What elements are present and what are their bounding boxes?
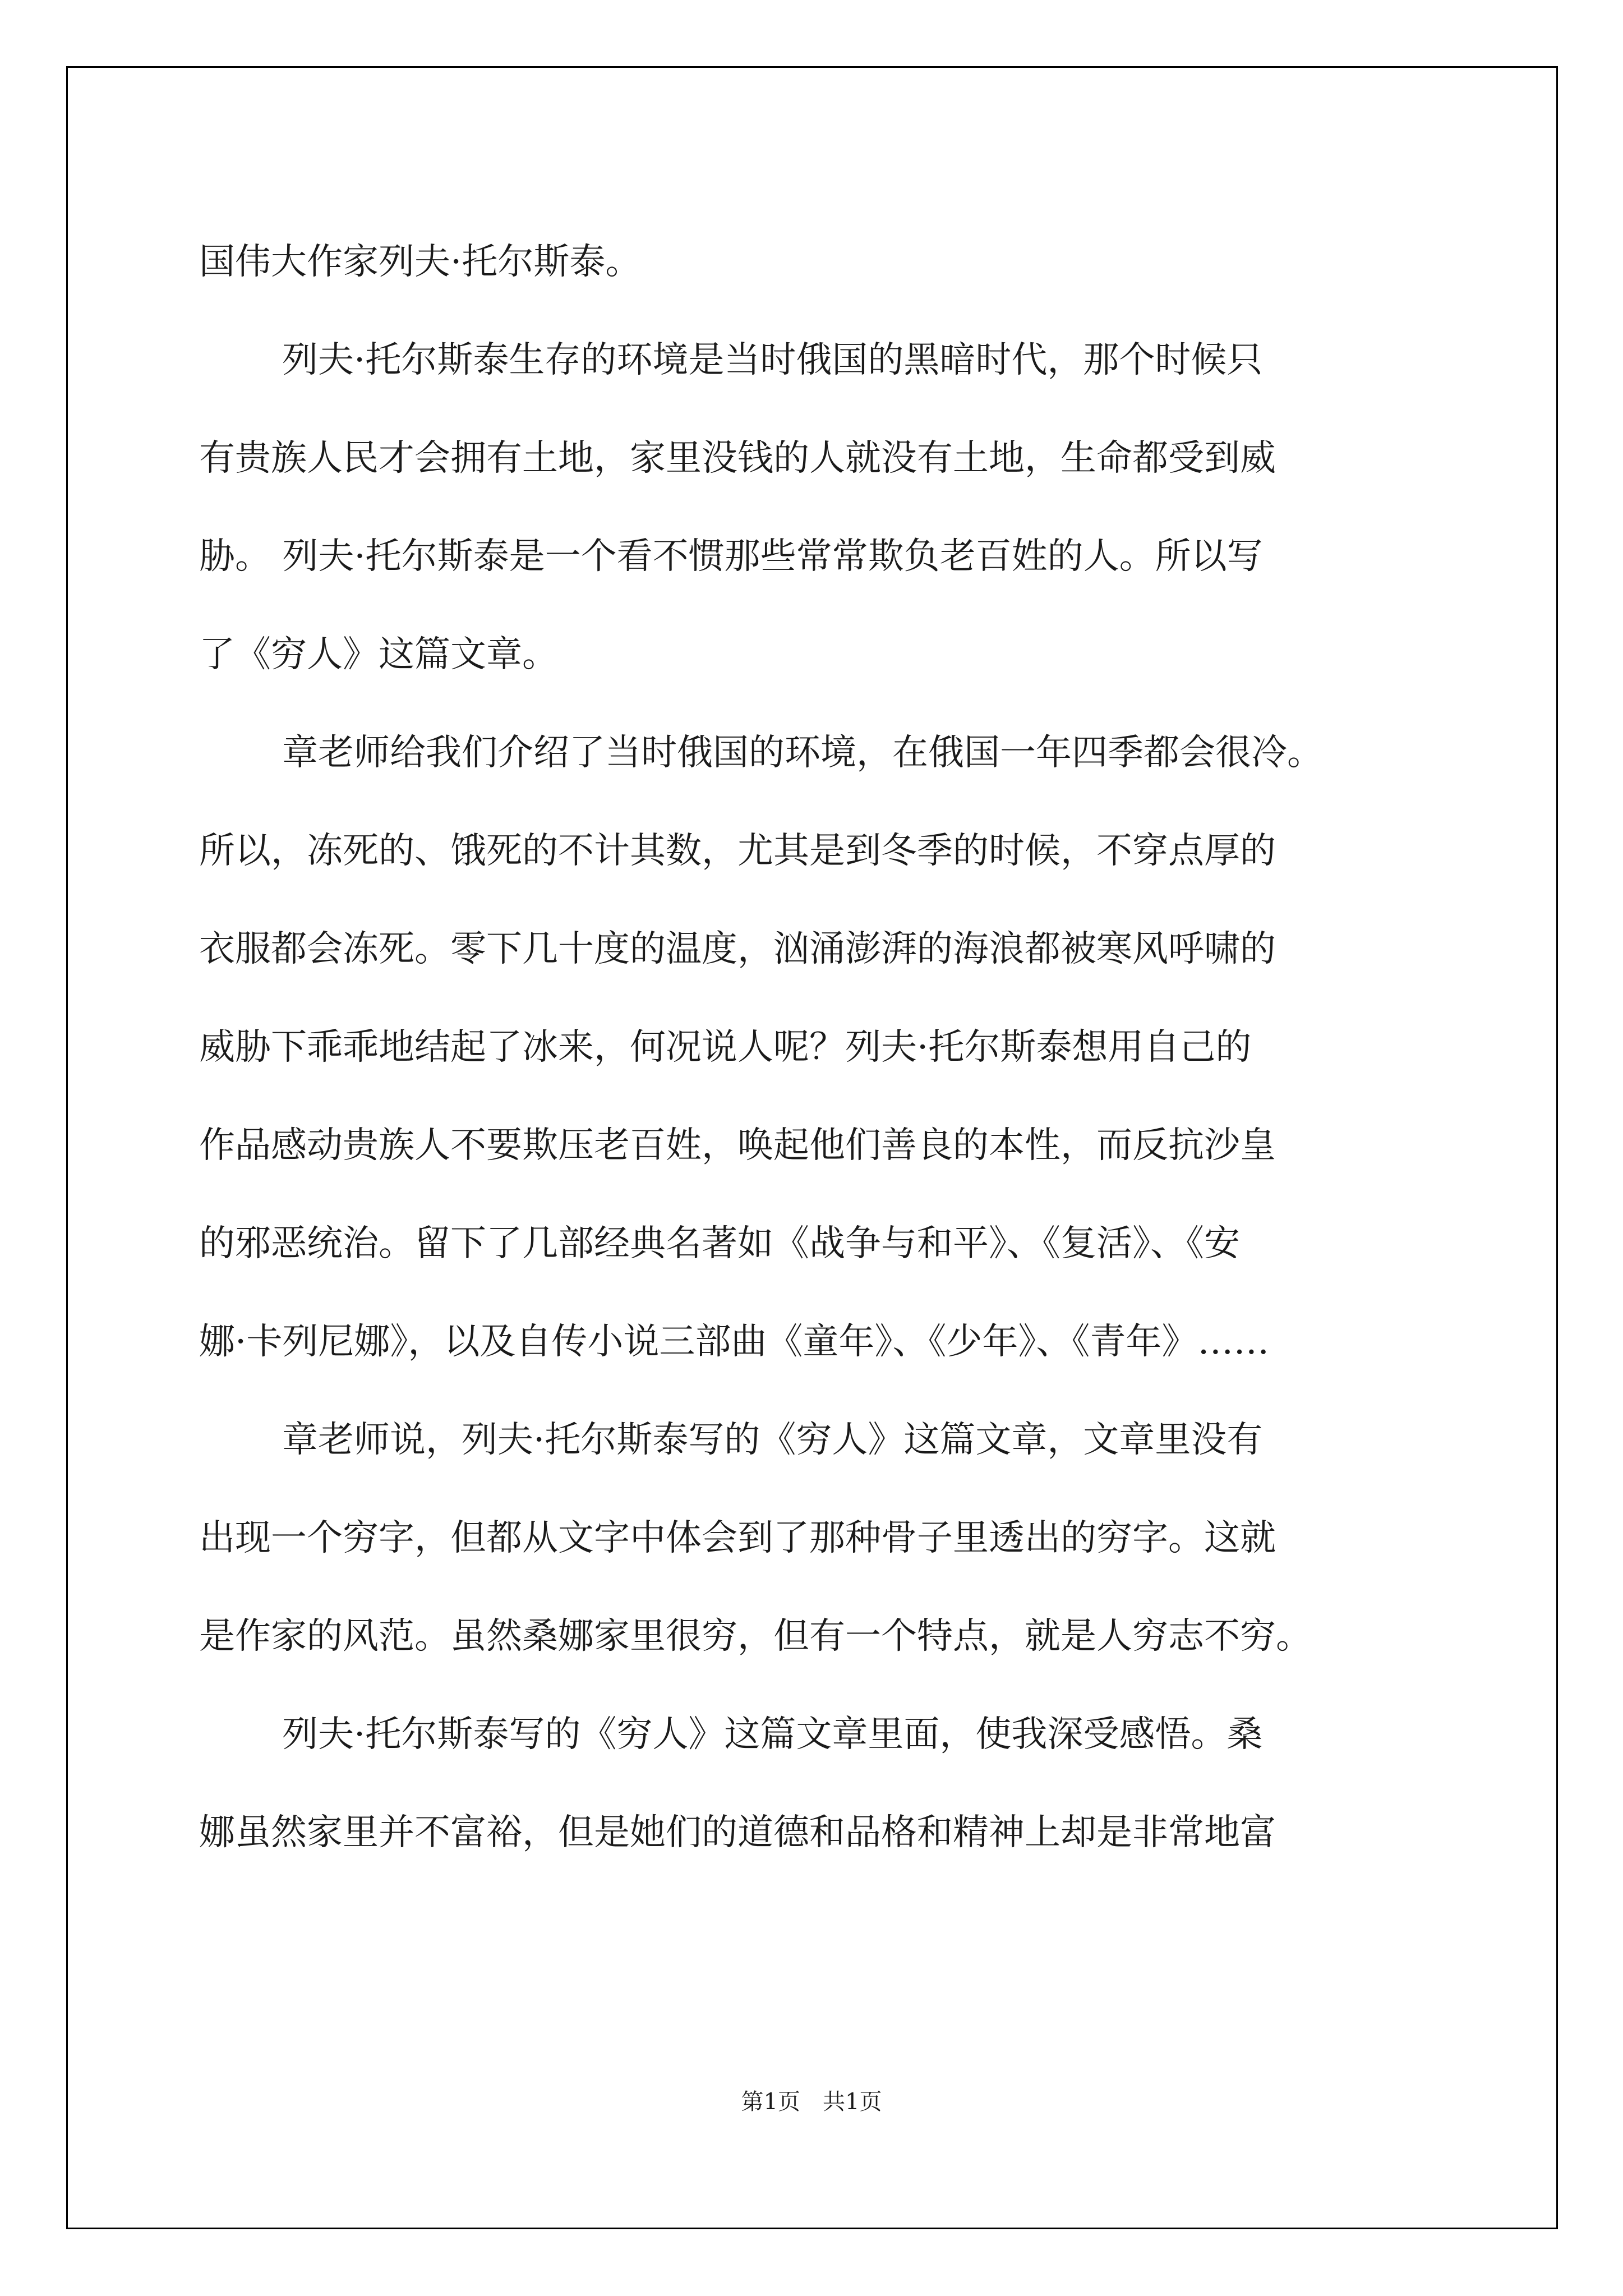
page-total: 共1页 (823, 2089, 882, 2115)
document-body (199, 213, 1433, 1882)
text-line-10: 作品感动贵族人不要欺压老百姓，唤起他们善良的本性，而反抗沙皇 (199, 1125, 1276, 1166)
page-footer (0, 2084, 1623, 2116)
text-line-5: 了《穷人》这篇文章。 (199, 634, 558, 675)
text-line-1: 国伟大作家列夫·托尔斯泰。 (199, 241, 642, 283)
text-line-8: 衣服都会冻死。零下几十度的温度，汹涌澎湃的海浪都被寒风呼啸的 (199, 928, 1276, 970)
text-line-6: 章老师给我们介绍了当时俄国的环境，在俄国一年四季都会很冷。 (282, 732, 1323, 774)
text-line-11: 的邪恶统治。留下了几部经典名著如《战争与和平》、《复活》、《安 (199, 1223, 1240, 1264)
text-line-16: 列夫·托尔斯泰写的《穷人》这篇文章里面，使我深受感悟。桑 (282, 1714, 1263, 1755)
text-line-4: 胁。 列夫·托尔斯泰是一个看不惯那些常常欺负老百姓的人。所以写 (199, 536, 1263, 577)
text-line-14: 出现一个穷字，但都从文字中体会到了那种骨子里透出的穷字。这就 (199, 1517, 1276, 1559)
text-line-17: 娜虽然家里并不富裕，但是她们的道德和品格和精神上却是非常地富 (199, 1812, 1276, 1853)
text-line-15: 是作家的风范。虽然桑娜家里很穷，但有一个特点，就是人穷志不穷。 (199, 1616, 1312, 1657)
text-line-2: 列夫·托尔斯泰生存的环境是当时俄国的黑暗时代，那个时候只 (282, 339, 1263, 381)
text-line-9: 威胁下乖乖地结起了冰来，何况说人呢？列夫·托尔斯泰想用自己的 (199, 1027, 1252, 1068)
text-line-7: 所以，冻死的、饿死的不计其数，尤其是到冬季的时候，不穿点厚的 (199, 830, 1276, 872)
text-line-13: 章老师说，列夫·托尔斯泰写的《穷人》这篇文章，文章里没有 (282, 1419, 1263, 1461)
page-number: 第1页 (741, 2089, 800, 2115)
text-line-12: 娜·卡列尼娜》，以及自传小说三部曲《童年》、《少年》、《青年》…… (199, 1321, 1270, 1363)
text-line-3: 有贵族人民才会拥有土地，家里没钱的人就没有土地，生命都受到威 (199, 438, 1276, 479)
